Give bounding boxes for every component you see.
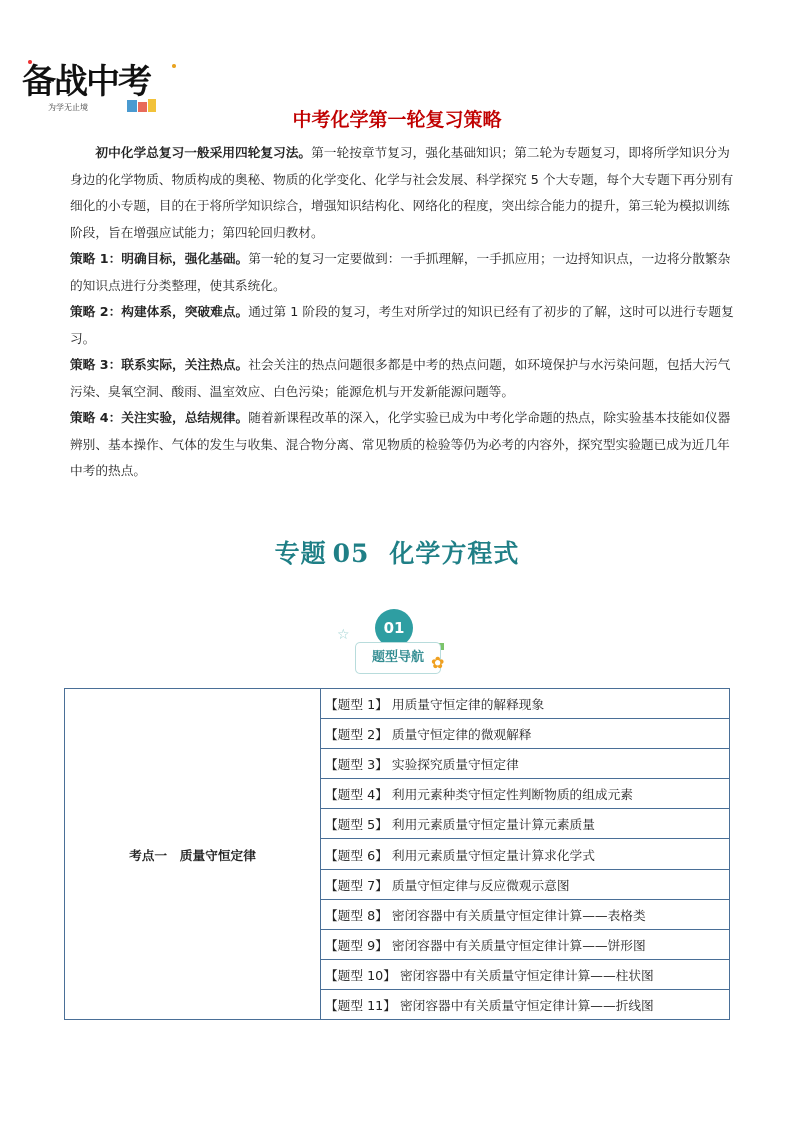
strategy-4-label: 策略 4：关注实验，总结规律。 <box>70 410 249 425</box>
question-type-label: 【题型 8】 密闭容器中有关质量守恒定律计算——表格类 <box>325 907 646 923</box>
question-type-item <box>321 809 730 839</box>
strategy-2-text: 通过第 1 阶段的复习，考生对所学过的知识已经有了初步的了解，这时可以进行专题复习。 <box>70 304 734 346</box>
question-type-item <box>321 929 730 959</box>
question-type-item <box>321 899 730 929</box>
question-type-item <box>321 749 730 779</box>
intro-section <box>70 140 736 485</box>
logo-sub-text: 为学无止境 <box>48 103 88 112</box>
question-type-label: 【题型 2】 质量守恒定律的微观解释 <box>325 727 532 743</box>
topic-name: 化学方程式 <box>389 539 520 568</box>
strategy-1-label: 策略 1：明确目标，强化基础。 <box>70 251 249 266</box>
star-icon: ☆ <box>337 627 350 643</box>
strategy-2 <box>70 299 736 352</box>
question-type-label: 【题型 5】 利用元素质量守恒定量计算元素质量 <box>325 817 595 833</box>
strategy-1 <box>70 246 736 299</box>
question-type-label: 【题型 7】 质量守恒定律与反应微观示意图 <box>325 877 570 893</box>
logo-main-text: 备战中考 <box>22 62 150 102</box>
badge-label: 题型导航 <box>355 642 441 674</box>
question-type-item <box>321 719 730 749</box>
badge-number: 01 <box>375 609 413 647</box>
question-type-label: 【题型 1】 用质量守恒定律的解释现象 <box>325 697 545 713</box>
topic-title <box>0 534 794 570</box>
question-type-table <box>64 688 730 1020</box>
topic-prefix: 专题 <box>274 539 327 568</box>
intro-paragraph <box>70 140 736 246</box>
strategy-4-text: 随着新课程改革的深入，化学实验已成为中考化学命题的热点，除实验基本技能如仪器辨别、基本操作、气体的发生与收集、混合物分离、常见物质的检验等仍为必考的内容外，探究型实验题已成为近几年中考的热点。 <box>70 410 731 478</box>
question-type-label: 【题型 6】 利用元素质量守恒定量计算求化学式 <box>325 847 595 863</box>
question-type-label: 【题型 9】 密闭容器中有关质量守恒定律计算——饼形图 <box>325 937 646 953</box>
intro-lead-text: 第一轮按章节复习，强化基础知识；第二轮为专题复习，即将所学知识分为身边的化学物质、物质构成的奥秘、物质的化学变化、化学与社会发展、科学探究 5 个大专题，每个大专题下再分别有细化的小专题，目的在于将所学知识综合，增强知识结构化、网络化的程度，突出综合能力的提升，第三轮为模拟训练阶段，旨在增强应试能力；第四轮回归教材。 <box>70 145 734 240</box>
exam-point-cell: 考点一 质量守恒定律 <box>65 689 321 1020</box>
document-title: 中考化学第一轮复习策略 <box>292 109 502 131</box>
question-type-item <box>321 839 730 869</box>
question-type-item <box>321 959 730 989</box>
flower-icon: ✿ <box>431 653 445 672</box>
strategy-2-label: 策略 2：构建体系，突破难点。 <box>70 304 249 319</box>
table-row <box>65 689 730 719</box>
strategy-4 <box>70 405 736 485</box>
question-type-item <box>321 779 730 809</box>
topic-number: 05 <box>332 539 370 568</box>
question-type-label: 【题型 3】 实验探究质量守恒定律 <box>325 757 519 773</box>
question-type-item <box>321 689 730 719</box>
strategy-3 <box>70 352 736 405</box>
question-type-item <box>321 869 730 899</box>
question-type-label: 【题型 10】 密闭容器中有关质量守恒定律计算——柱状图 <box>325 967 654 983</box>
section-badge <box>335 607 459 679</box>
strategy-3-label: 策略 3：联系实际，关注热点。 <box>70 357 249 372</box>
intro-lead-bold: 初中化学总复习一般采用四轮复习法。 <box>95 145 312 160</box>
question-type-label: 【题型 4】 利用元素种类守恒定性判断物质的组成元素 <box>325 787 633 803</box>
strategy-3-text: 社会关注的热点问题很多都是中考的热点问题，如环境保护与水污染问题，包括大污气污染、臭氧空洞、酸雨、温室效应、白色污染；能源危机与开发新能源问题等。 <box>70 357 731 399</box>
question-type-item <box>321 989 730 1019</box>
strategy-1-text: 第一轮的复习一定要做到：一手抓理解，一手抓应用；一边捋知识点，一边将分散繁杂的知识点进行分类整理，使其系统化。 <box>70 251 731 293</box>
question-type-label: 【题型 11】 密闭容器中有关质量守恒定律计算——折线图 <box>325 997 654 1013</box>
